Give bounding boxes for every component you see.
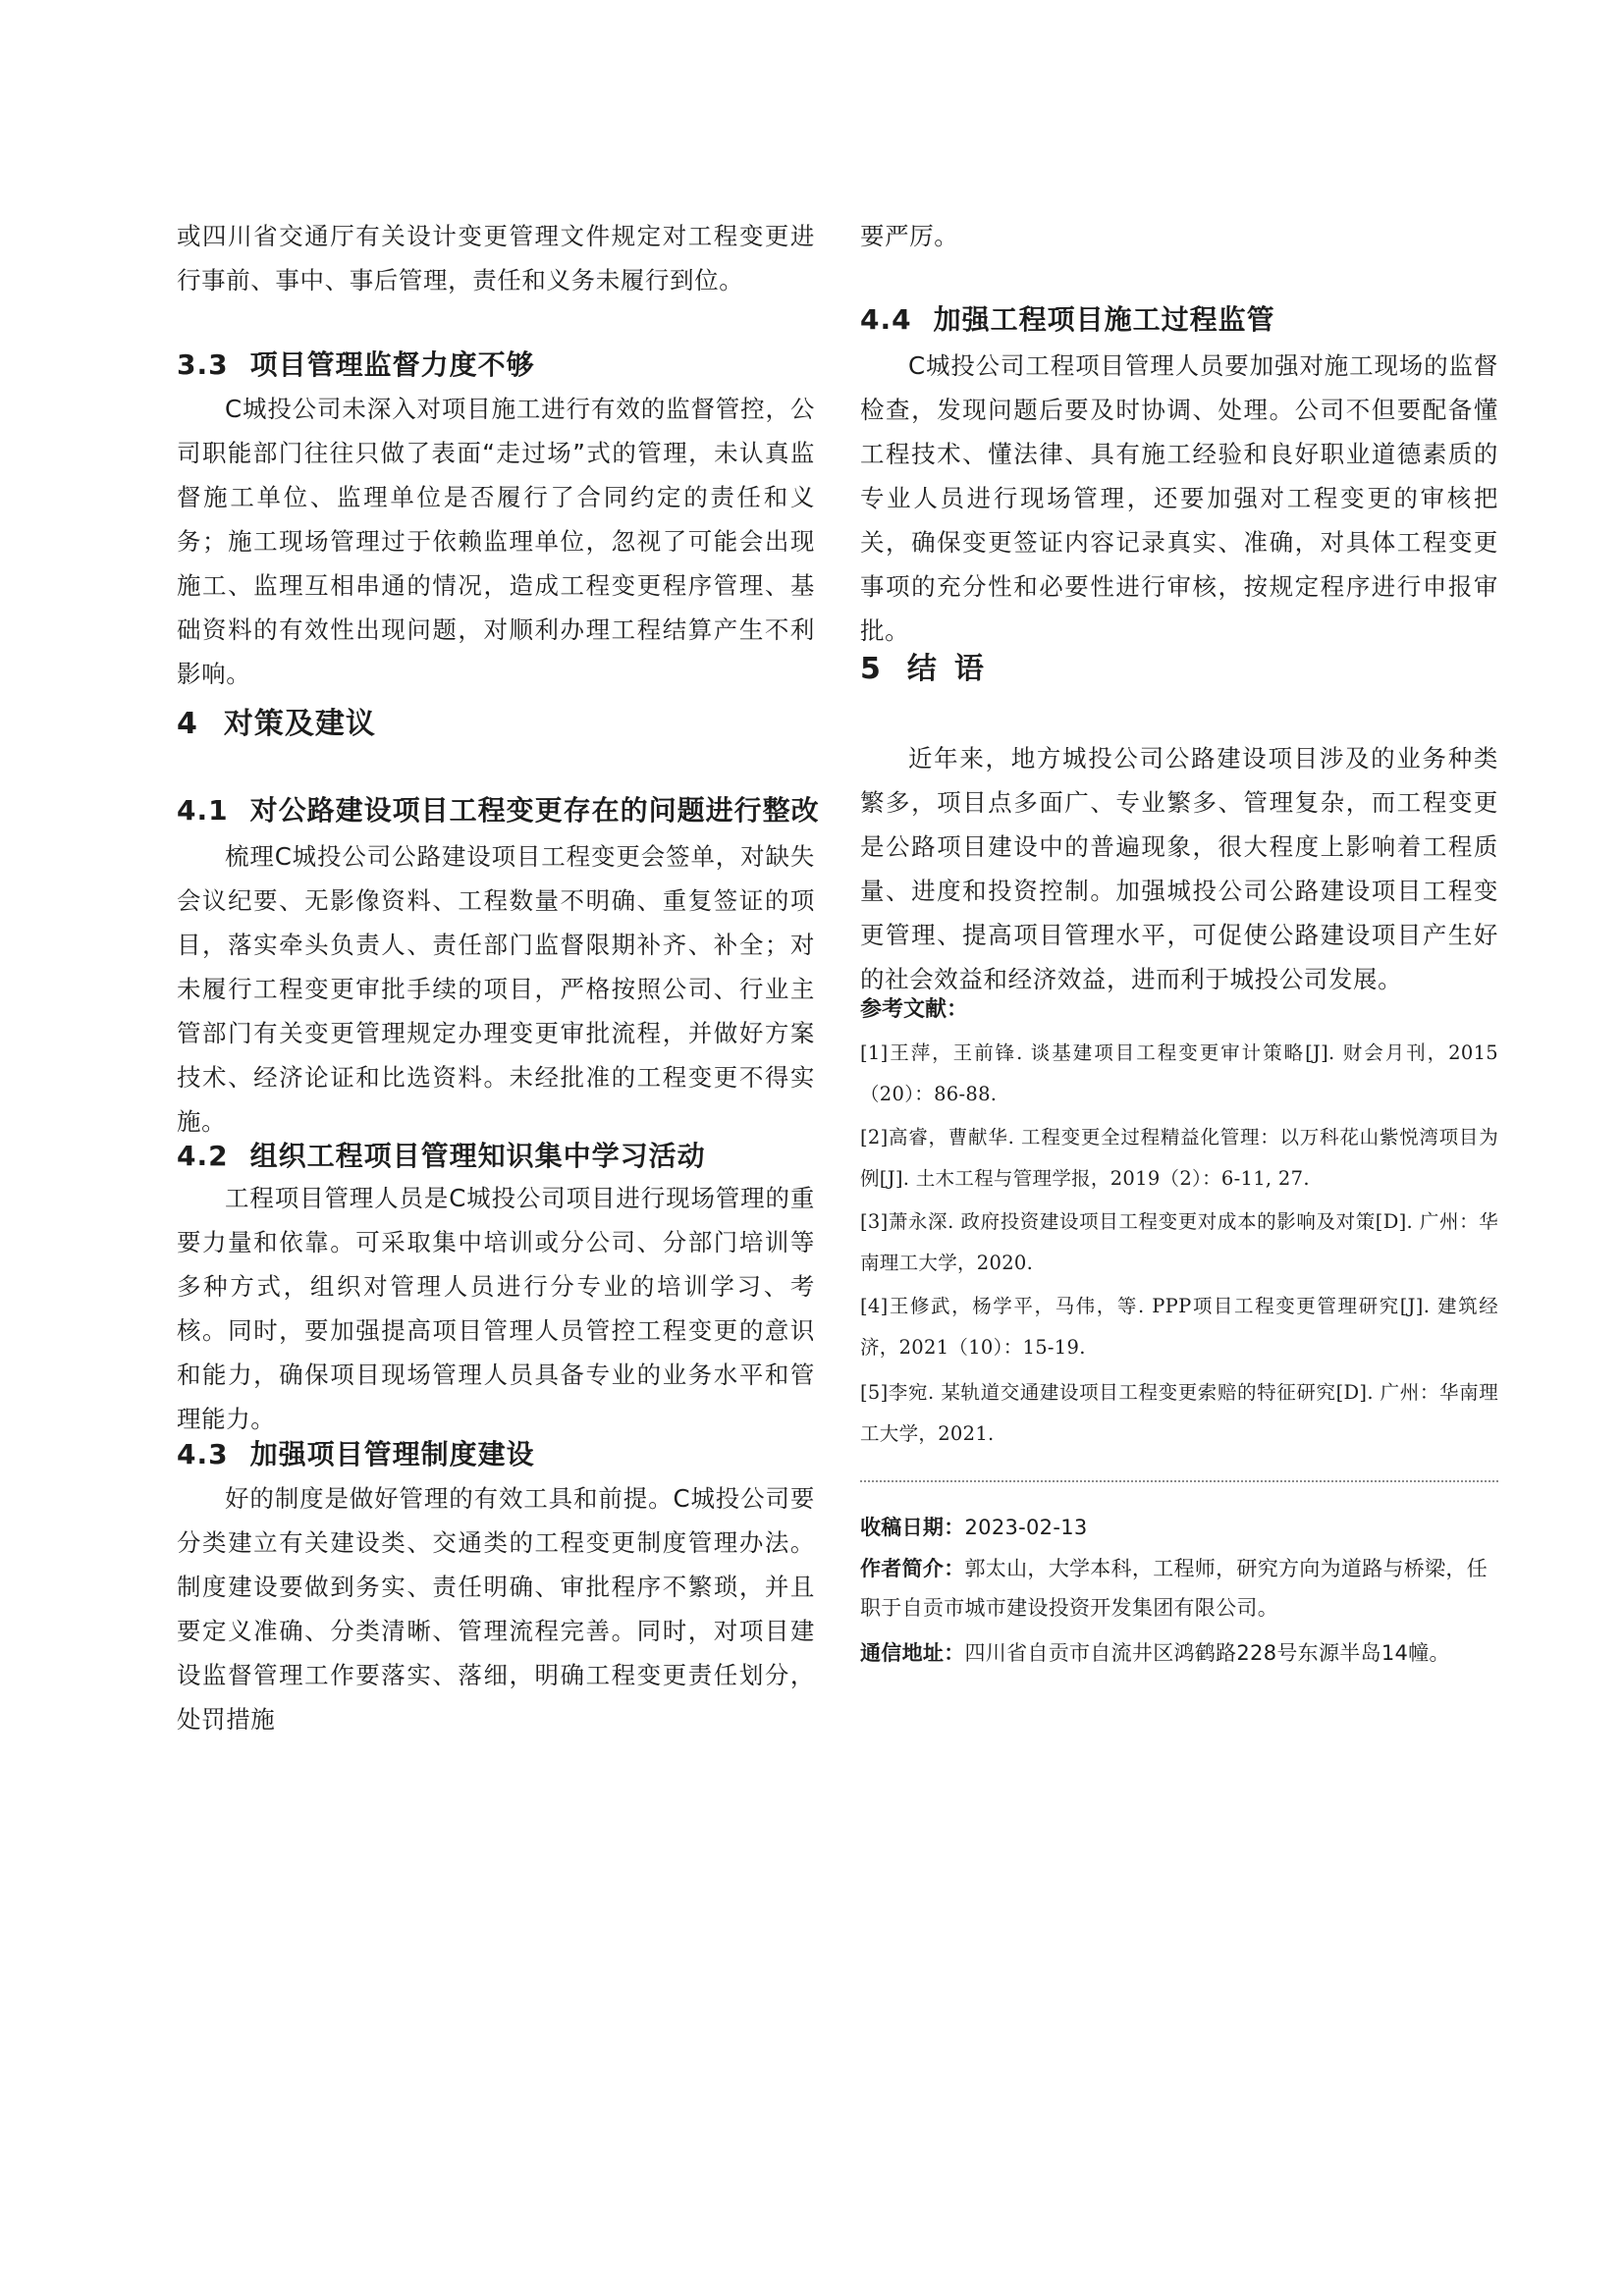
heading-4-1 bbox=[177, 791, 820, 830]
reference-item: [5]李宛. 某轨道交通建设项目工程变更索赔的特征研究[D]. 广州：华南理工大学，2021. bbox=[860, 1381, 1498, 1445]
reference-item: [1]王萍，王前锋. 谈基建项目工程变更审计策略[J]. 财会月刊，2015（20）：86-88. bbox=[860, 1041, 1498, 1105]
address-value: 四川省自贡市自流井区鸿鹤路228号东源半岛14幢。 bbox=[964, 1641, 1450, 1665]
heading-4-4-title: 加强工程项目施工过程监管 bbox=[933, 303, 1275, 336]
author-bio-value: 郭太山，大学本科，工程师，研究方向为道路与桥梁，任职于自贡市城市建设投资开发集团有限公司。 bbox=[860, 1557, 1488, 1620]
heading-4-number: 4 bbox=[177, 707, 198, 741]
correspondence-address bbox=[860, 1633, 1498, 1673]
received-date-label: 收稿日期： bbox=[860, 1516, 965, 1539]
heading-4-2 bbox=[177, 1137, 706, 1176]
heading-4 bbox=[177, 703, 376, 746]
address-label: 通信地址： bbox=[860, 1641, 965, 1665]
reference-item: [2]高睿，曹献华. 工程变更全过程精益化管理：以万科花山紫悦湾项目为例[J]. 土木工程与管理学报，2019（2）：6-11, 27. bbox=[860, 1126, 1498, 1190]
heading-4-3-title: 加强项目管理制度建设 bbox=[249, 1438, 535, 1470]
heading-5-number: 5 bbox=[860, 652, 882, 686]
heading-4-2-number: 4.2 bbox=[177, 1140, 229, 1172]
paragraph-continued-left: 或四川省交通厅有关设计变更管理文件规定对工程变更进行事前、事中、事后管理，责任和义务未履行到位。 bbox=[177, 222, 815, 294]
heading-4-title: 对策及建议 bbox=[223, 707, 376, 741]
heading-3-3-title: 项目管理监督力度不够 bbox=[249, 348, 535, 381]
paragraph-5: 近年来，地方城投公司公路建设项目涉及的业务种类繁多，项目点多面广、专业繁多、管理复杂，而工程变更是公路项目建设中的普遍现象，很大程度上影响着工程质量、进度和投资控制。加强城投公司公路建设项目工程变更管理、提高项目管理水平，可促使公路建设项目产生好的社会效益和经济效益，进而利于城投公司发展。 bbox=[860, 744, 1498, 993]
heading-4-3-number: 4.3 bbox=[177, 1438, 229, 1470]
reference-item: [4]王修武，杨学平，马伟，等. PPP项目工程变更管理研究[J]. 建筑经济，2021（10）：15-19. bbox=[860, 1295, 1498, 1359]
heading-5-title: 结语 bbox=[906, 652, 1001, 686]
author-bio-label: 作者简介： bbox=[860, 1557, 965, 1580]
paragraph-4-3: 好的制度是做好管理的有效工具和前提。C城投公司要分类建立有关建设类、交通类的工程变更制度管理办法。制度建设要做到务实、责任明确、审批程序不繁琐，并且要定义准确、分类清晰、管理流程完善。同时，对项目建设监督管理工作要落实、落细，明确工程变更责任划分，处罚措施 bbox=[177, 1484, 815, 1734]
reference-item: [3]萧永深. 政府投资建设项目工程变更对成本的影响及对策[D]. 广州：华南理工大学，2020. bbox=[860, 1210, 1498, 1274]
received-date bbox=[860, 1508, 1498, 1547]
received-date-value: 2023-02-13 bbox=[964, 1516, 1088, 1539]
section-divider bbox=[860, 1480, 1498, 1482]
heading-4-1-number: 4.1 bbox=[177, 794, 229, 827]
paragraph-continued-right: 要严厉。 bbox=[860, 222, 959, 250]
references-title: 参考文献： bbox=[860, 997, 969, 1022]
heading-4-4 bbox=[860, 300, 1275, 340]
paragraph-4-2: 工程项目管理人员是C城投公司项目进行现场管理的重要力量和依靠。可采取集中培训或分公司、分部门培训等多种方式，组织对管理人员进行分专业的培训学习、考核。同时，要加强提高项目管理人员管控工程变更的意识和能力，确保项目现场管理人员具备专业的业务水平和管理能力。 bbox=[177, 1184, 815, 1433]
paragraph-4-4: C城投公司工程项目管理人员要加强对施工现场的监督检查，发现问题后要及时协调、处理。公司不但要配备懂工程技术、懂法律、具有施工经验和良好职业道德素质的专业人员进行现场管理，还要加强对工程变更的审核把关，确保变更签证内容记录真实、准确，对具体工程变更事项的充分性和必要性进行审核，按规定程序进行申报审批。 bbox=[860, 351, 1498, 645]
paragraph-4-1: 梳理C城投公司公路建设项目工程变更会签单，对缺失会议纪要、无影像资料、工程数量不明确、重复签证的项目，落实牵头负责人、责任部门监督限期补齐、补全；对未履行工程变更审批手续的项目，严格按照公司、行业主管部门有关变更管理规定办理变更审批流程，并做好方案技术、经济论证和比选资料。未经批准的工程变更不得实施。 bbox=[177, 842, 815, 1136]
paragraph-3-3: C城投公司未深入对项目施工进行有效的监督管控，公司职能部门往往只做了表面“走过场”式的管理，未认真监督施工单位、监理单位是否履行了合同约定的责任和义务；施工现场管理过于依赖监理单位，忽视了可能会出现施工、监理互相串通的情况，造成工程变更程序管理、基础资料的有效性出现问题，对顺利办理工程结算产生不利影响。 bbox=[177, 395, 815, 688]
heading-4-4-number: 4.4 bbox=[860, 303, 912, 336]
heading-4-3 bbox=[177, 1435, 535, 1474]
heading-4-2-title: 组织工程项目管理知识集中学习活动 bbox=[249, 1140, 706, 1172]
heading-3-3 bbox=[177, 346, 535, 385]
heading-5 bbox=[860, 648, 1001, 691]
author-bio bbox=[860, 1549, 1498, 1628]
heading-3-3-number: 3.3 bbox=[177, 348, 229, 381]
heading-4-1-title: 对公路建设项目工程变更存在的问题进行整改 bbox=[249, 794, 820, 827]
